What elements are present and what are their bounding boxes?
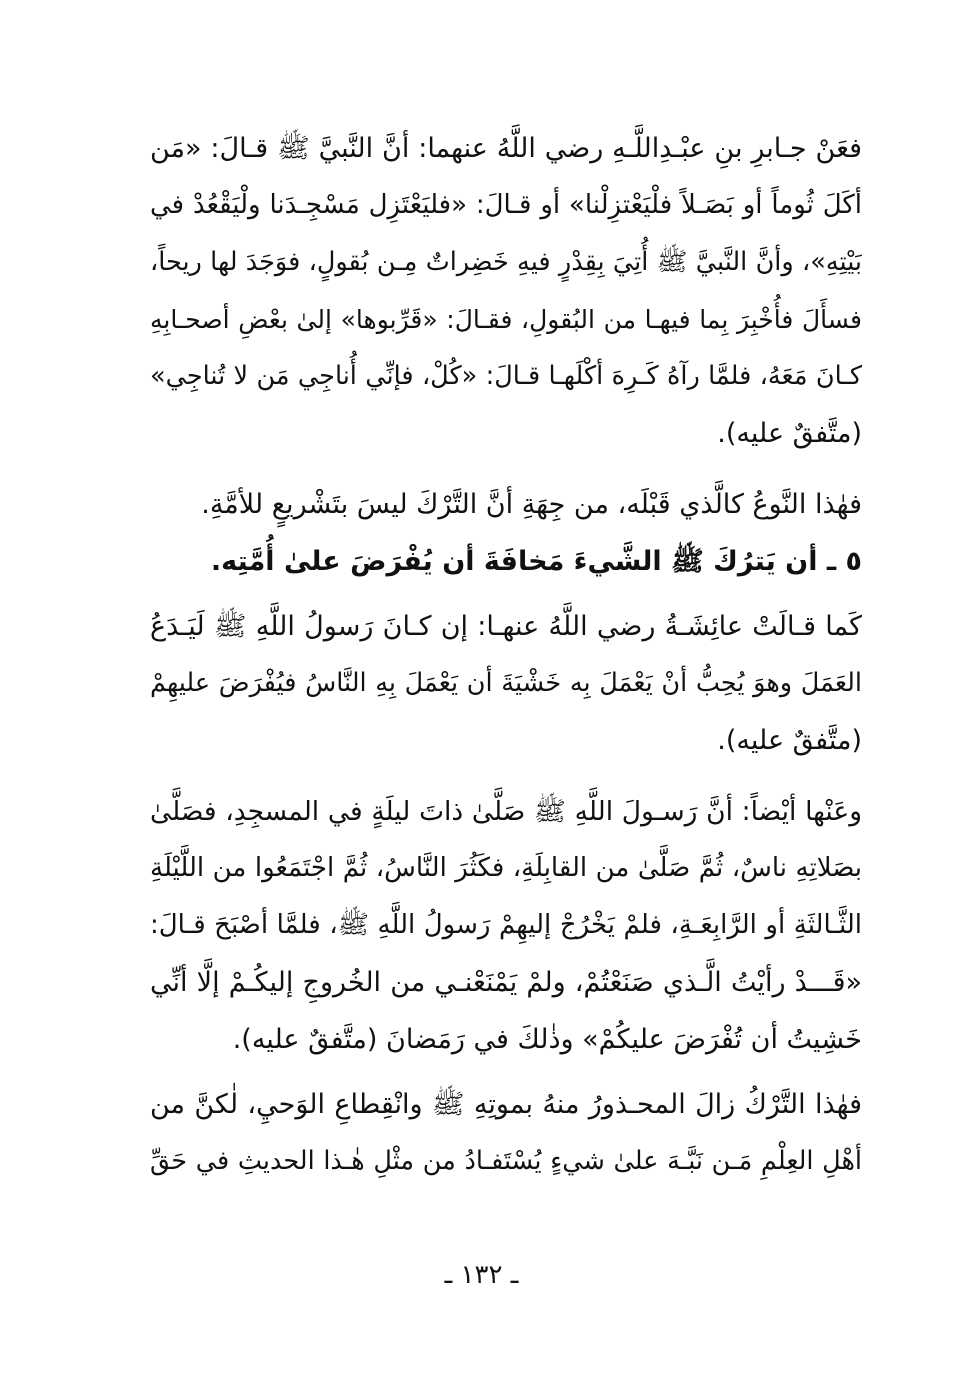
text-line: العَمَلَ وهوَ يُحِبُّ أنْ يَعْمَلَ بِه خَشْيَةَ أن يَعْمَلَ بِهِ النَّاسُ فيُفْرَضَ عليهِمْ [150,668,862,698]
paragraph-jabir-hadith [150,120,862,462]
text-line: أهْلِ العِلْمِ مَـن نَبَّـهَ علىٰ شيءٍ يُسْتَفـادُ من مثْلِ هٰـذا الحديثِ في حَقِّ [150,1146,862,1176]
text-line: خَشِيتُ أن تُفْرَضَ عليكُمْ» وذٰلكَ في رَمَضانَ (متَّفقٌ عليه). [232,1024,862,1055]
paragraph-night-prayer-hadith [150,783,862,1068]
page-number: ـ ١٣٢ ـ [444,1260,519,1290]
text-line: كَما قـالَتْ عائِشَـةُ رضي اللَّهُ عنهـا: إن كـانَ رَسولُ اللَّهِ ﷺ لَيَـدَعُ [150,611,862,642]
text-line: (متَّفقٌ عليه). [717,725,862,756]
text-line: بَيْتِهِ»، وأنَّ النَّبيَّ ﷺ أُتِيَ بِقِدْرٍ فيهِ خَضِراتٌ مِـن بُقولٍ، فوَجَدَ لها ريحاً، [150,247,862,277]
paragraph-type-note [150,476,862,533]
text-line: فهٰذا التَّرْكُ زالَ المحـذورُ منهُ بموتِهِ ﷺ وانْقِطاعِ الوَحيِ، لٰكنَّ من [150,1089,862,1120]
page-body [150,120,862,1190]
text-line: وعَنْها أيْضاً: أنَّ رَسـولَ اللَّهِ ﷺ صَلَّىٰ ذاتَ ليلَةٍ في المسجِدِ، فصَلَّىٰ [150,796,862,827]
text-line: فهٰذا النَّوعُ كالَّذي قَبْلَه، من جِهَةِ أنَّ التَّرْكَ ليسَ بتَشْريعٍ للأمَّةِ. [201,489,862,520]
text-line: أكَلَ ثُوماً أو بَصَـلاً فلْيَعْتزِلْنا» أو قـالَ: «فليَعْتَزِل مَسْجِـدَنا ولْيَقْعُدْ في [150,190,862,220]
paragraph-conclusion [150,1076,862,1190]
text-line: (متَّفقٌ عليه). [717,418,862,449]
text-line: كـانَ مَعَهُ، فلمَّا رآهُ كَـرِهَ أكْلَهـا قـالَ: «كُلْ، فإنِّي أُناجِي مَن لا تُناجِي» [150,361,862,391]
section-heading [150,533,862,590]
text-line: بصَلاتِهِ ناسٌ، ثُمَّ صَلَّىٰ من القابِلَةِ، فكَثُرَ النَّاسُ، ثُمَّ اجْتَمَعُوا من اللَّيْلَةِ [150,853,862,883]
paragraph-aisha-hadith [150,598,862,769]
text-line: الثَّـالثَةِ أو الرَّابِعَـةِ، فلمْ يَخْرُجْ إليهِمْ رَسولُ اللَّهِ ﷺ، فلمَّا أصْبَحَ قـالَ: [150,910,862,940]
text-line: فسأَلَ فأُخْبِرَ بِما فيهـا من البُقولِ، فقـالَ: «قَرِّبوها» إلىٰ بعْضِ أصحـابِهِ [150,305,862,334]
heading-text: ٥ ـ أن يَترُكَ ﷺ الشَّيءَ مَخافَةَ أن يُفْرَضَ علىٰ أُمَّتِه. [210,546,862,577]
text-line: «قَـــدْ رأيْتُ الَّـذي صَنَعْتُمْ، ولمْ يَمْنَعْنـي من الخُروجِ إليكُـمْ إلَّا أنِّي [150,967,862,998]
text-line: فعَنْ جـابرِ بنِ عبْـدِاللَّـهِ رضي اللَّهُ عنهما: أنَّ النَّبيَّ ﷺ قـالَ: «مَن [150,133,862,164]
